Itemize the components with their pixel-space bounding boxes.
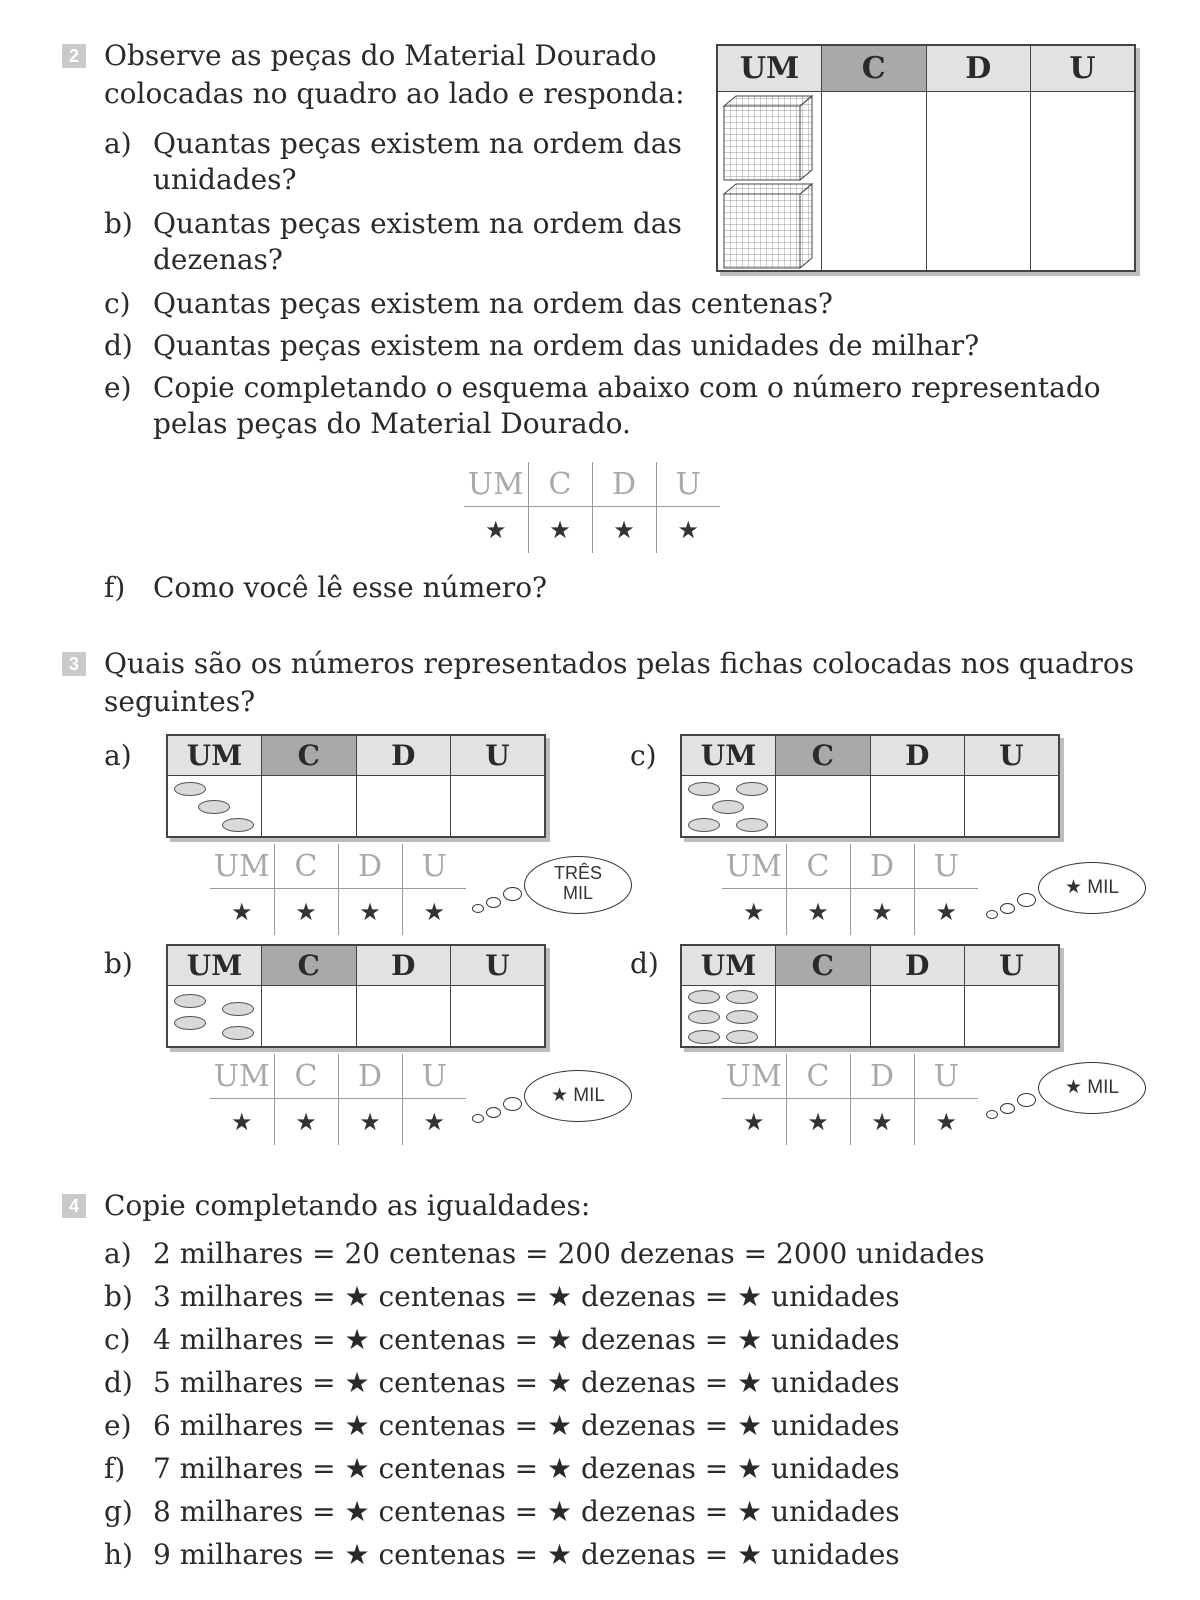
- question-number-4: 4: [62, 1194, 86, 1218]
- q4-item-g-letter: g): [104, 1495, 133, 1528]
- q4-item-c-text: 4 milhares = ★ centenas = ★ dezenas = ★ unidades: [153, 1323, 900, 1356]
- thousand-cube-icons: [718, 92, 822, 272]
- schema-header-c: C: [528, 462, 592, 507]
- cell-um-cubes: [717, 91, 822, 271]
- q3-panel-c-thought-bubble: [1038, 862, 1146, 914]
- schema-star-d: ★: [338, 1099, 402, 1146]
- q4-item-f-text: 7 milhares = ★ centenas = ★ dezenas = ★ unidades: [153, 1452, 900, 1485]
- chip: [174, 782, 206, 796]
- thought-dot: [1000, 1103, 1015, 1114]
- cell-um-chips: [681, 985, 776, 1047]
- schema-header-c: C: [786, 844, 850, 889]
- q3-panel-a-letter: a): [104, 739, 132, 772]
- schema-star-c: ★: [786, 889, 850, 936]
- header-u: U: [451, 735, 546, 775]
- q4-item-c-letter: c): [104, 1323, 131, 1356]
- bubble-line1: ★ MIL: [1065, 1077, 1119, 1098]
- q3-panel-b-thought-bubble: [524, 1070, 632, 1122]
- q3-panel-b-table: [166, 944, 546, 1048]
- question-number-3: 3: [62, 652, 86, 676]
- q3-intro-line2: seguintes?: [104, 685, 256, 718]
- q2-item-a-line1: Quantas peças existem na ordem das: [153, 127, 682, 160]
- header-u: U: [1031, 45, 1136, 91]
- header-um: UM: [681, 735, 776, 775]
- thought-dot: [486, 1107, 501, 1118]
- thought-dot: [1017, 1093, 1036, 1107]
- cell-u: [451, 985, 546, 1047]
- q4-item-d-text: 5 milhares = ★ centenas = ★ dezenas = ★ unidades: [153, 1366, 900, 1399]
- schema-star-d: ★: [338, 889, 402, 936]
- schema-header-c: C: [274, 844, 338, 889]
- cell-d: [356, 775, 451, 837]
- thought-dot: [486, 897, 501, 908]
- chip: [736, 782, 768, 796]
- cell-u: [965, 985, 1060, 1047]
- schema-star-um: ★: [722, 1099, 786, 1146]
- q2-item-d-letter: d): [104, 329, 133, 362]
- q2-item-c-line1: Quantas peças existem na ordem das centenas?: [153, 287, 833, 320]
- header-u: U: [451, 945, 546, 985]
- chip: [688, 1030, 720, 1044]
- header-d: D: [356, 735, 451, 775]
- chip: [222, 1026, 254, 1040]
- cell-c: [822, 91, 927, 271]
- schema-header-d: D: [338, 1054, 402, 1099]
- q3-panel-c-letter: c): [630, 739, 657, 772]
- header-d: D: [870, 945, 965, 985]
- schema-header-u: U: [402, 1054, 466, 1099]
- schema-header-um: UM: [722, 844, 786, 889]
- header-u: U: [965, 735, 1060, 775]
- schema-star-um: ★: [210, 1099, 274, 1146]
- q4-item-a-letter: a): [104, 1237, 132, 1270]
- header-c: C: [262, 735, 357, 775]
- schema-star-c: ★: [274, 1099, 338, 1146]
- chip: [736, 818, 768, 832]
- header-c: C: [776, 945, 871, 985]
- chip: [688, 818, 720, 832]
- chip: [174, 994, 206, 1008]
- q2-item-f-line1: Como você lê esse número?: [153, 571, 548, 604]
- chip: [198, 800, 230, 814]
- chip: [688, 990, 720, 1004]
- schema-star-um: ★: [210, 889, 274, 936]
- header-c: C: [262, 945, 357, 985]
- cell-d: [926, 91, 1031, 271]
- chip: [726, 1030, 758, 1044]
- q3-panel-d-letter: d): [630, 947, 659, 980]
- thought-dot: [1000, 903, 1015, 914]
- schema-star-u: ★: [423, 1108, 445, 1136]
- q3-panel-a-thought-bubble: [524, 856, 632, 914]
- schema-header-u: U: [402, 844, 466, 889]
- cell-c: [776, 775, 871, 837]
- cell-um-chips: [167, 985, 262, 1047]
- q4-item-h-letter: h): [104, 1538, 133, 1571]
- schema-star-u: ★: [935, 1108, 957, 1136]
- q3-panel-d-schema: [722, 1054, 978, 1145]
- schema-star-um: ★: [722, 889, 786, 936]
- schema-star-d: ★: [850, 1099, 914, 1146]
- question-number-2: 2: [62, 44, 86, 68]
- header-um: UM: [167, 945, 262, 985]
- header-d: D: [870, 735, 965, 775]
- q2-item-f-letter: f): [104, 571, 126, 604]
- chip: [726, 990, 758, 1004]
- schema-header-um: UM: [464, 462, 528, 507]
- chip: [222, 1002, 254, 1016]
- chip: [222, 818, 254, 832]
- q2-item-a-letter: a): [104, 127, 132, 160]
- q2-item-b-line1: Quantas peças existem na ordem das: [153, 207, 682, 240]
- q4-item-g-text: 8 milhares = ★ centenas = ★ dezenas = ★ unidades: [153, 1495, 900, 1528]
- q3-intro-line1: Quais são os números representados pelas fichas colocadas nos quadros: [104, 647, 1135, 680]
- q2-answer-schema: [464, 462, 720, 553]
- cell-u: [965, 775, 1060, 837]
- cell-d: [356, 985, 451, 1047]
- thought-dot: [472, 1114, 484, 1123]
- q3-panel-b-letter: b): [104, 947, 133, 980]
- chip: [712, 800, 744, 814]
- q3-panel-c-schema: [722, 844, 978, 935]
- schema-header-um: UM: [722, 1054, 786, 1099]
- q4-item-f-letter: f): [104, 1452, 126, 1485]
- schema-header-u: U: [656, 462, 720, 507]
- cell-u: [451, 775, 546, 837]
- header-um: UM: [681, 945, 776, 985]
- q2-item-b-line2: dezenas?: [153, 243, 283, 276]
- schema-star-um: ★: [464, 507, 528, 554]
- q4-item-a-text: 2 milhares = 20 centenas = 200 dezenas = 2000 unidades: [153, 1237, 985, 1270]
- bubble-line1: ★ MIL: [551, 1085, 605, 1106]
- thought-dot: [986, 910, 998, 919]
- q4-item-e-text: 6 milhares = ★ centenas = ★ dezenas = ★ unidades: [153, 1409, 900, 1442]
- q4-item-e-letter: e): [104, 1409, 132, 1442]
- schema-header-um: UM: [210, 844, 274, 889]
- header-um: UM: [167, 735, 262, 775]
- q2-intro-line1: Observe as peças do Material Dourado: [104, 39, 657, 72]
- material-dourado-table: [716, 44, 1136, 272]
- thought-dot: [503, 887, 522, 901]
- chip: [174, 1016, 206, 1030]
- bubble-line1: ★ MIL: [1065, 877, 1119, 898]
- cell-c: [262, 775, 357, 837]
- cell-um-chips: [167, 775, 262, 837]
- cell-c: [776, 985, 871, 1047]
- chip: [688, 782, 720, 796]
- q4-item-b-letter: b): [104, 1280, 133, 1313]
- schema-star-c: ★: [786, 1099, 850, 1146]
- schema-star-u: ★: [935, 898, 957, 926]
- header-um: UM: [717, 45, 822, 91]
- chip: [726, 1010, 758, 1024]
- bubble-line1: TRÊS: [553, 863, 602, 883]
- q2-item-b-letter: b): [104, 207, 133, 240]
- q3-panel-a-table: [166, 734, 546, 838]
- header-c: C: [822, 45, 927, 91]
- q2-intro-line2: colocadas no quadro ao lado e responda:: [104, 77, 685, 110]
- schema-header-c: C: [786, 1054, 850, 1099]
- q2-item-d-line1: Quantas peças existem na ordem das unidades de milhar?: [153, 329, 980, 362]
- schema-header-c: C: [274, 1054, 338, 1099]
- q3-panel-a-schema: [210, 844, 466, 935]
- thought-dot: [472, 904, 484, 913]
- schema-header-u: U: [914, 844, 978, 889]
- thought-dot: [1017, 893, 1036, 907]
- q3-panel-d-thought-bubble: [1038, 1062, 1146, 1114]
- schema-star-d: ★: [592, 507, 656, 554]
- q4-item-d-letter: d): [104, 1366, 133, 1399]
- q3-panel-c-table: [680, 734, 1060, 838]
- schema-header-d: D: [850, 844, 914, 889]
- header-c: C: [776, 735, 871, 775]
- schema-header-u: U: [914, 1054, 978, 1099]
- header-d: D: [926, 45, 1031, 91]
- schema-header-d: D: [592, 462, 656, 507]
- q2-item-e-line2: pelas peças do Material Dourado.: [153, 407, 631, 440]
- header-d: D: [356, 945, 451, 985]
- q3-panel-b-schema: [210, 1054, 466, 1145]
- q2-item-e-line1: Copie completando o esquema abaixo com o número representado: [153, 371, 1101, 404]
- schema-header-um: UM: [210, 1054, 274, 1099]
- cell-d: [870, 775, 965, 837]
- chip: [688, 1010, 720, 1024]
- schema-star-c: ★: [274, 889, 338, 936]
- q2-item-a-line2: unidades?: [153, 163, 297, 196]
- schema-header-d: D: [850, 1054, 914, 1099]
- schema-star-c: ★: [528, 507, 592, 554]
- schema-star-u: ★: [423, 898, 445, 926]
- q3-panel-d-table: [680, 944, 1060, 1048]
- q4-intro: Copie completando as igualdades:: [104, 1189, 591, 1222]
- cell-u: [1031, 91, 1136, 271]
- cell-c: [262, 985, 357, 1047]
- cell-d: [870, 985, 965, 1047]
- thought-dot: [986, 1110, 998, 1119]
- bubble-line2: MIL: [562, 883, 593, 903]
- q2-item-e-letter: e): [104, 371, 132, 404]
- thought-dot: [503, 1097, 522, 1111]
- q2-item-c-letter: c): [104, 287, 131, 320]
- schema-header-d: D: [338, 844, 402, 889]
- schema-star-u: ★: [677, 516, 699, 544]
- q4-item-b-text: 3 milhares = ★ centenas = ★ dezenas = ★ unidades: [153, 1280, 900, 1313]
- schema-star-d: ★: [850, 889, 914, 936]
- header-u: U: [965, 945, 1060, 985]
- q4-item-h-text: 9 milhares = ★ centenas = ★ dezenas = ★ unidades: [153, 1538, 900, 1571]
- cell-um-chips: [681, 775, 776, 837]
